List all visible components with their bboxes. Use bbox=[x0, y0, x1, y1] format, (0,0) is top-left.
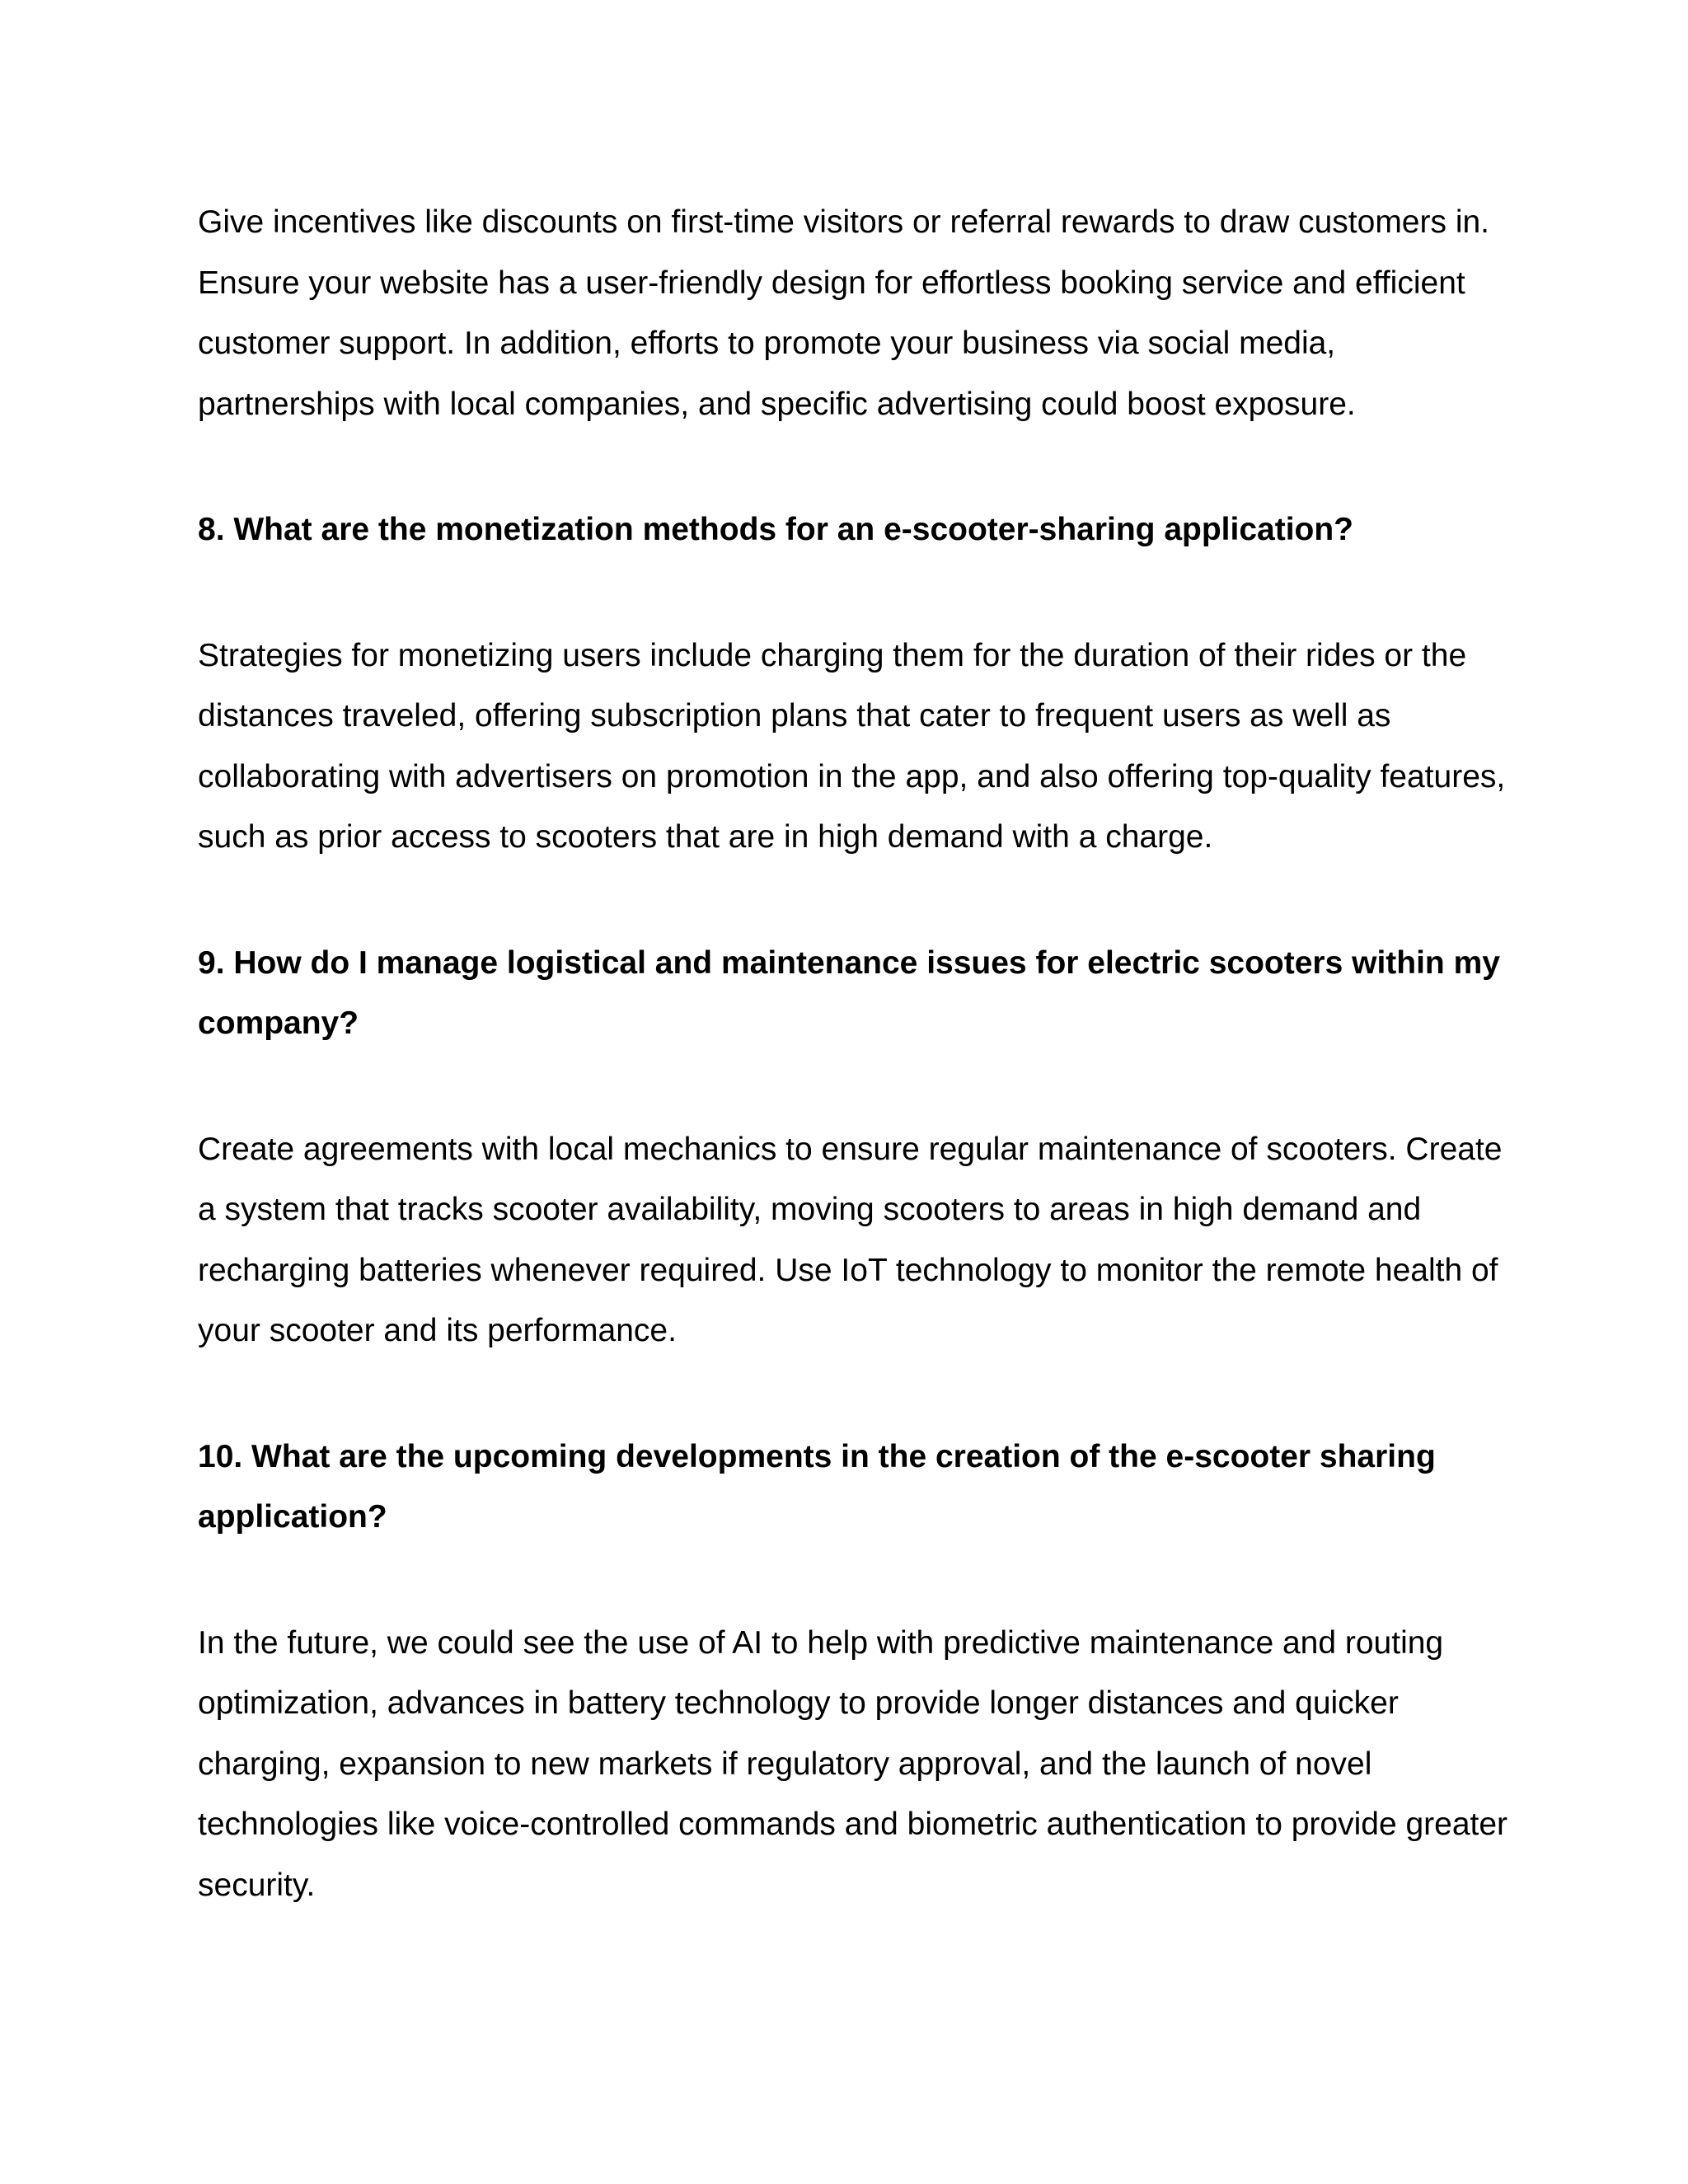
answer-paragraph-8: Strategies for monetizing users include charging them for the duration of their rides or the distances traveled, offering subscription plans that cater to frequent users as well as collaborating with advertisers on promotion in the app, and also offering top-quality features, such as prior access to scooters that are in high demand with a charge. bbox=[198, 637, 1506, 855]
question-heading-9: 9. How do I manage logistical and maintenance issues for electric scooters within my company? bbox=[198, 944, 1500, 1041]
spacer bbox=[198, 560, 1508, 626]
spacer bbox=[198, 434, 1508, 499]
answer-paragraph-9: Create agreements with local mechanics to ensure regular maintenance of scooters. Create a system that tracks scooter availability, moving scooters to areas in high demand and recharging batteries whenever required. Use IoT technology to monitor the remote health of your scooter and its performance. bbox=[198, 1131, 1503, 1348]
document-body bbox=[198, 192, 1508, 1915]
question-heading-8: 8. What are the monetization methods for an e-scooter-sharing application? bbox=[198, 512, 1354, 547]
answer-paragraph-10: In the future, we could see the use of AI to help with predictive maintenance and routing optimization, advances in battery technology to provide longer distances and quicker charging, expansion to new markets if regulatory approval, and the launch of novel technologies like voice-controlled commands and biometric authentication to provide greater security. bbox=[198, 1624, 1508, 1903]
intro-paragraph: Give incentives like discounts on first-time visitors or referral rewards to draw customers in. Ensure your website has a user-friendly design for effortless booking service and efficient customer support. In addition, efforts to promote your business via social media, partnerships with local companies, and specific advertising could boost exposure. bbox=[198, 204, 1490, 422]
question-heading-10: 10. What are the upcoming developments in the creation of the e-scooter sharing application? bbox=[198, 1438, 1436, 1535]
spacer bbox=[198, 1054, 1508, 1119]
spacer bbox=[198, 1361, 1508, 1427]
spacer bbox=[198, 1548, 1508, 1613]
spacer bbox=[198, 868, 1508, 933]
